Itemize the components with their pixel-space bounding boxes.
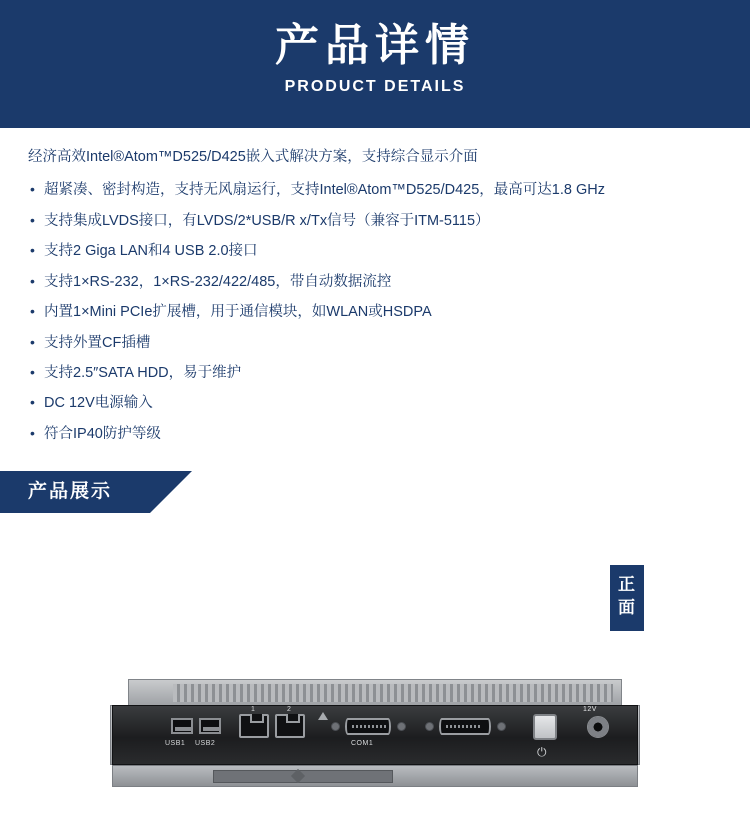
feature-intro: 经济高效Intel®Atom™D525/D425嵌入式解决方案，支持综合显示介面 bbox=[28, 149, 478, 165]
section-tag-label: 产品展示 bbox=[0, 471, 150, 513]
usb-port-1-icon bbox=[171, 718, 193, 734]
usb2-label: USB2 bbox=[195, 740, 216, 748]
warning-triangle-icon bbox=[318, 712, 328, 720]
banner-title: 产品详情 bbox=[275, 21, 475, 70]
power-symbol-icon: ⏻ bbox=[537, 745, 547, 760]
pin-row bbox=[352, 725, 386, 728]
lan2-label: 2 bbox=[287, 706, 292, 714]
pin-row bbox=[446, 725, 480, 728]
dc-power-jack-icon bbox=[587, 716, 609, 738]
device-top-cover bbox=[128, 679, 622, 705]
product-showcase bbox=[0, 513, 750, 813]
screw-icon bbox=[497, 722, 506, 731]
feature-item: • 支持集成LVDS接口，有LVDS/2*USB/R x/Tx信号（兼容于ITM-5115） bbox=[28, 206, 750, 236]
page-banner bbox=[0, 0, 750, 128]
dc-voltage-label: 12V bbox=[583, 706, 597, 714]
usb1-label: USB1 bbox=[165, 740, 186, 748]
screw-icon bbox=[425, 722, 434, 731]
power-switch-icon bbox=[533, 714, 557, 740]
feature-item: • DC 12V电源输入 bbox=[28, 388, 750, 418]
view-side-label: 正面 bbox=[610, 565, 644, 631]
com1-label: COM1 bbox=[351, 740, 374, 748]
lan-port-1-icon bbox=[239, 714, 269, 738]
product-image bbox=[110, 679, 640, 799]
vga-port-icon bbox=[439, 718, 491, 735]
lan-port-2-icon bbox=[275, 714, 305, 738]
feature-list bbox=[28, 175, 750, 449]
serial-com1-port-icon bbox=[345, 718, 391, 735]
feature-item: • 超紧凑、密封构造，支持无风扇运行，支持Intel®Atom™D525/D425，最高可达1.8 GHz bbox=[28, 175, 750, 205]
feature-section bbox=[0, 128, 750, 449]
device-base bbox=[112, 765, 638, 787]
feature-item: • 支持2 Giga LAN和4 USB 2.0接口 bbox=[28, 236, 750, 266]
feature-item: • 符合IP40防护等级 bbox=[28, 419, 750, 449]
feature-item: • 支持2.5″SATA HDD，易于维护 bbox=[28, 358, 750, 388]
feature-item: • 支持外置CF插槽 bbox=[28, 328, 750, 358]
heatsink-fins bbox=[173, 684, 613, 702]
section-heading bbox=[0, 471, 750, 513]
lan1-label: 1 bbox=[251, 706, 256, 714]
io-panel bbox=[112, 705, 638, 765]
screw-icon bbox=[397, 722, 406, 731]
banner-subtitle: PRODUCT DETAILS bbox=[284, 78, 466, 96]
feature-item: • 内置1×Mini PCIe扩展槽，用于通信模块，如WLAN或HSDPA bbox=[28, 297, 750, 327]
screw-icon bbox=[331, 722, 340, 731]
feature-item: • 支持1×RS-232，1×RS-232/422/485，带自动数据流控 bbox=[28, 267, 750, 297]
usb-port-2-icon bbox=[199, 718, 221, 734]
